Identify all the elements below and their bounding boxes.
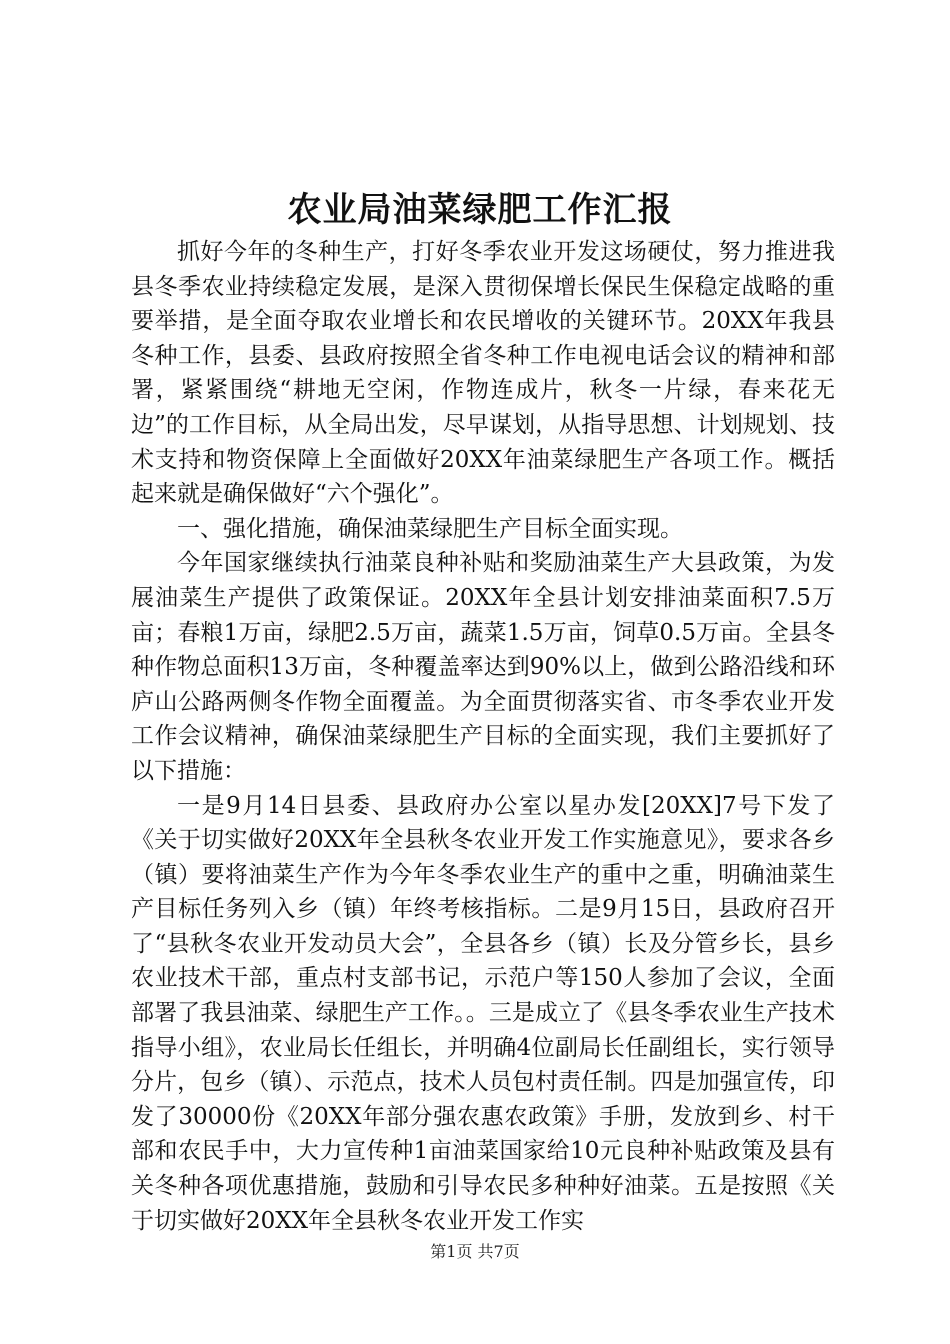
- document-body: [131, 235, 835, 1238]
- document-title: 农业局油菜绿肥工作汇报: [287, 190, 673, 230]
- paragraph-measures: 一是9月14日县委、县政府办公室以星办发[20XX]7号下发了《关于切实做好20XX年全县秋冬农业开发工作实施意见》，要求各乡（镇）要将油菜生产作为今年冬季农业生产的重中之重，明确油菜生产目标任务列入乡（镇）年终考核指标。二是9月15日，县政府召开了“县秋冬农业开发动员大会”，全县各乡（镇）长及分管乡长，县乡农业技术干部，重点村支部书记，示范户等150人参加了会议，全面部署了我县油菜、绿肥生产工作。。三是成立了《县冬季农业生产技术指导小组》，农业局长任组长，并明确4位副局长任副组长，实行领导分片，包乡（镇）、示范点，技术人员包村责任制。四是加强宣传，印发了30000份《20XX年部分强农惠农政策》手册，发放到乡、村干部和农民手中，大力宣传种1亩油菜国家给10元良种补贴政策及县有关冬种各项优惠措施，鼓励和引导农民多种种好油菜。五是按照《关于切实做好20XX年全县秋冬农业开发工作实: [131, 792, 835, 1234]
- paragraph-intro: 抓好今年的冬种生产，打好冬季农业开发这场硬仗，努力推进我县冬季农业持续稳定发展，是深入贯彻保增长保民生保稳定战略的重要举措，是全面夺取农业增长和农民增收的关键环节。20XX年我县冬种工作，县委、县政府按照全省冬种工作电视电话会议的精神和部署，紧紧围绕“耕地无空闲，作物连成片，秋冬一片绿，春来花无边”的工作目标，从全局出发，尽早谋划，从指导思想、计划规划、技术支持和物资保障上全面做好20XX年油菜绿肥生产各项工作。概括起来就是确保做好“六个强化”。: [131, 239, 835, 508]
- paragraph-policy: 今年国家继续执行油菜良种补贴和奖励油菜生产大县政策，为发展油菜生产提供了政策保证。20XX年全县计划安排油菜面积7.5万亩；春粮1万亩，绿肥2.5万亩，蔬菜1.5万亩，饲草0.5万亩。全县冬种作物总面积13万亩，冬种覆盖率达到90%以上，做到公路沿线和环庐山公路两侧冬作物全面覆盖。为全面贯彻落实省、市冬季农业开发工作会议精神，确保油菜绿肥生产目标的全面实现，我们主要抓好了以下措施：: [131, 550, 835, 784]
- paragraph-section-heading: 一、强化措施，确保油菜绿肥生产目标全面实现。: [177, 515, 683, 542]
- page-footer: 第1页 共7页: [430, 1242, 520, 1261]
